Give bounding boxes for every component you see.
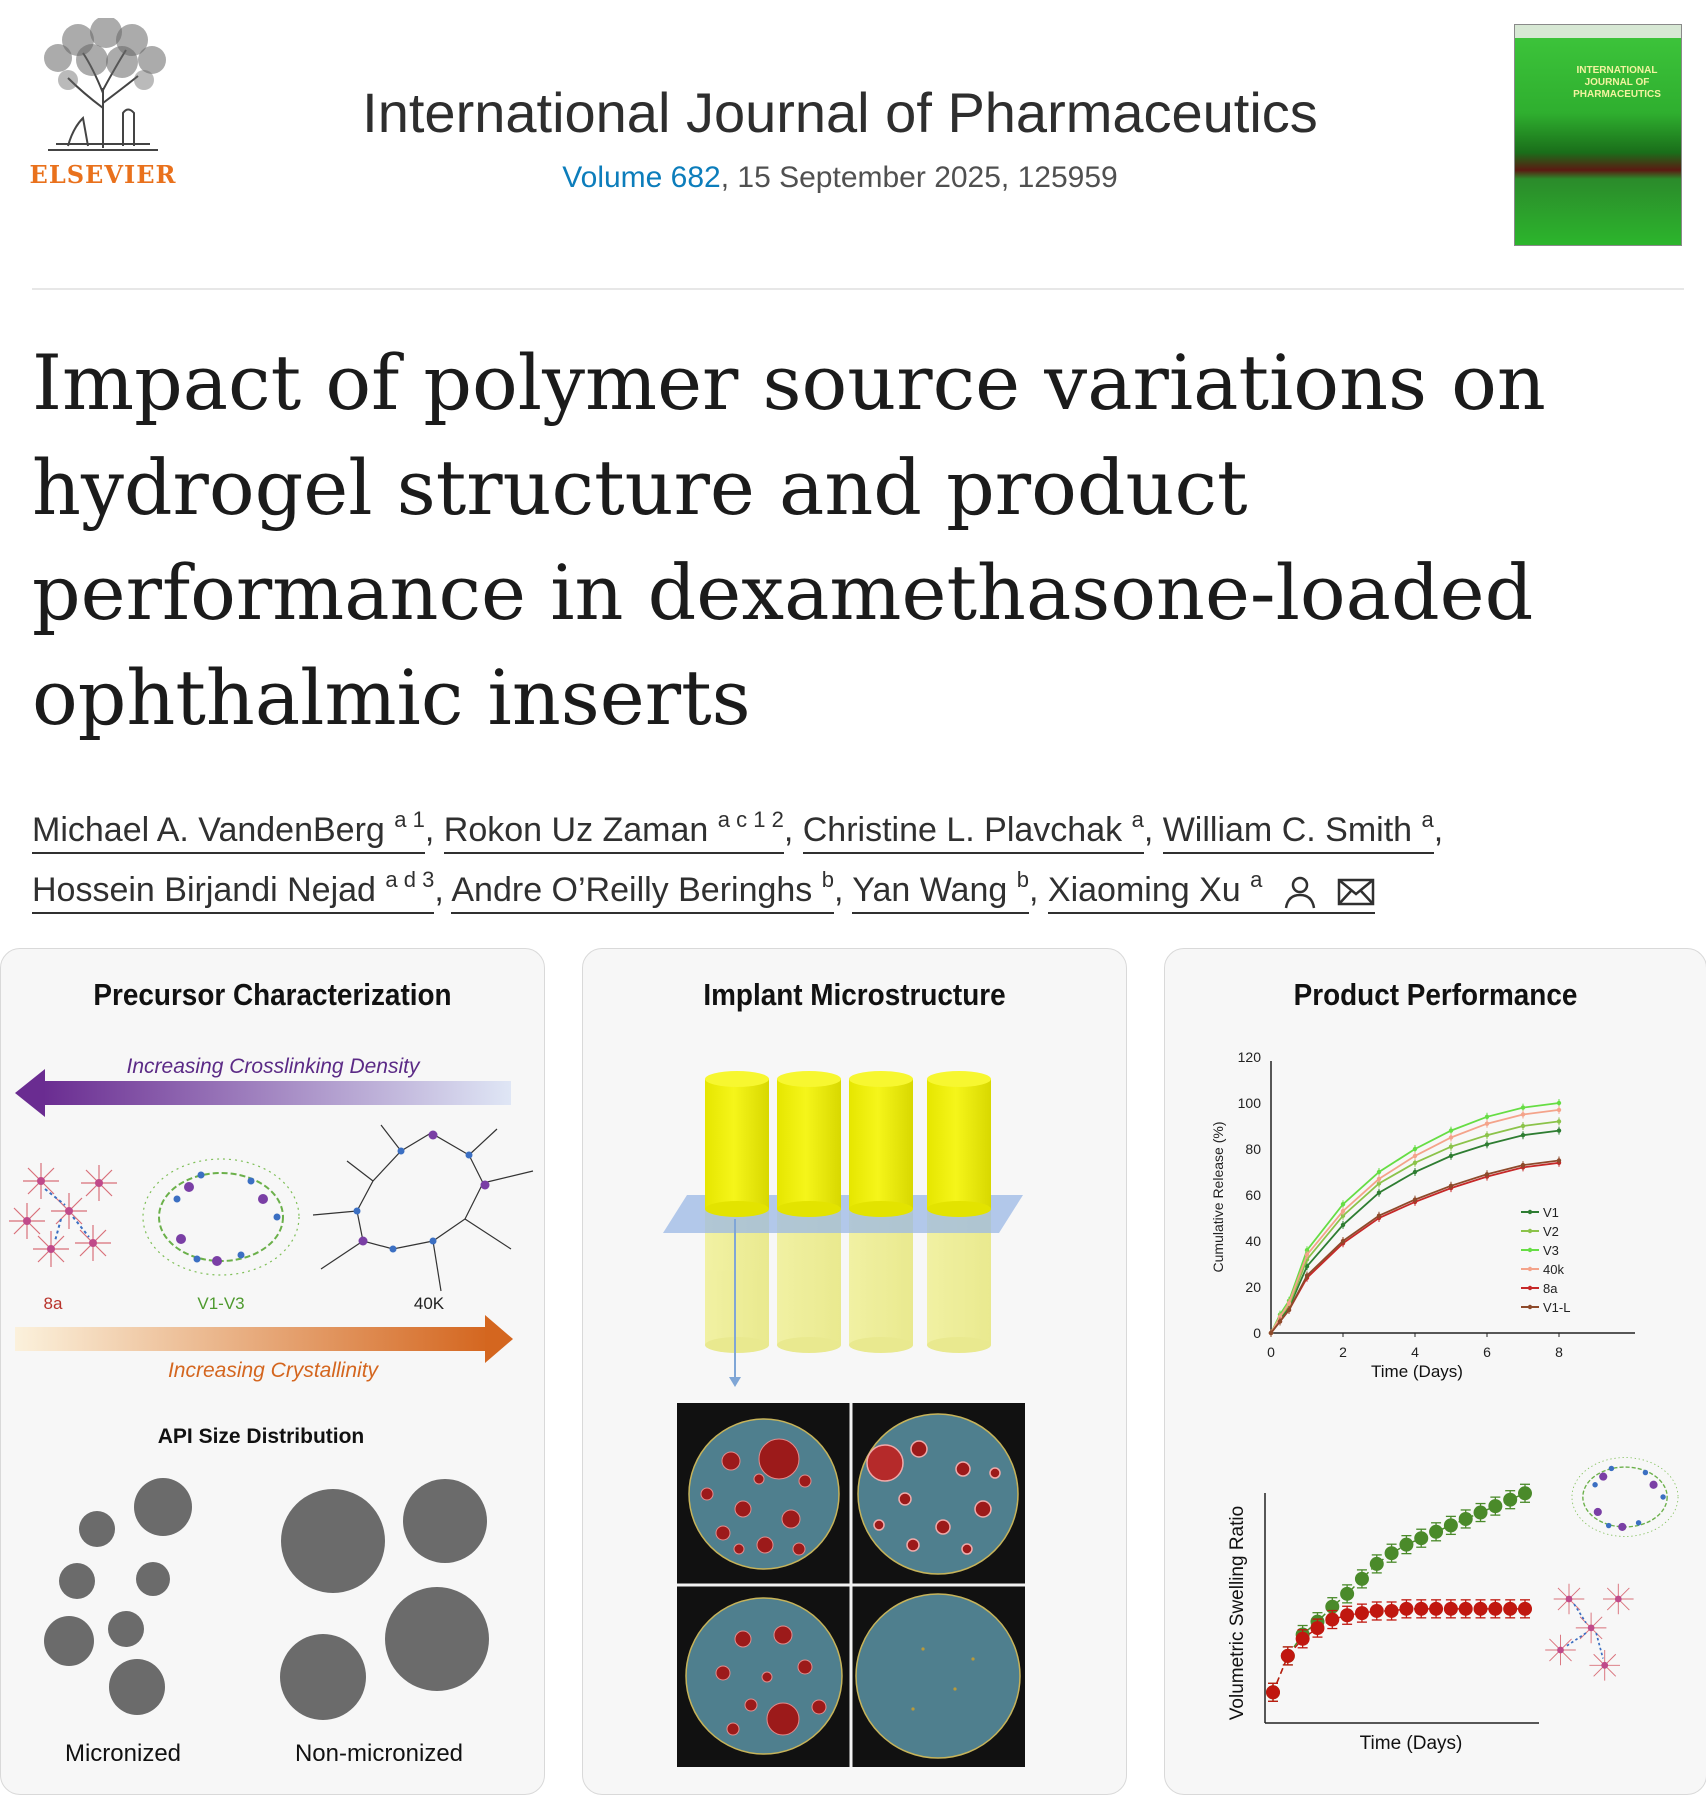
author-list: Michael A. VandenBerg $^{a 1}$, Rokon Uz Zaman $^{a c 1 2}$, Christine L. Plavchak $^a$, William C. Smith $^a$, Hossein Birjandi Nejad $^{a d 3}$, Andre O’Reilly Beringhs $^b$, Yan Wang $^b$, Xiaoming Xu $^a$ <box>32 800 1692 920</box>
implant-microstructure-panel <box>582 948 1127 1795</box>
structure-label-v1-v3: V1-V3 <box>197 1294 245 1313</box>
release-data-point <box>1449 1184 1453 1188</box>
author-link[interactable] <box>32 807 425 854</box>
swelling-data-point <box>1444 1602 1458 1616</box>
release-data-point <box>1341 1202 1345 1206</box>
release-y-tick-label: 100 <box>1237 1095 1261 1111</box>
author-name: Michael A. VandenBerg <box>32 811 385 849</box>
swelling-data-point <box>1340 1587 1354 1601</box>
release-x-tick-label: 0 <box>1267 1344 1275 1360</box>
release-data-point <box>1278 1319 1282 1323</box>
structure-label-8a: 8a <box>43 1294 63 1313</box>
author-affiliation: a <box>1250 867 1263 892</box>
author-name: Yan Wang <box>852 871 1008 909</box>
release-data-point <box>1557 1128 1561 1132</box>
author-affiliation: a <box>1131 807 1144 832</box>
envelope-icon <box>1337 877 1375 907</box>
release-y-tick-label: 40 <box>1245 1233 1261 1249</box>
release-data-point <box>1413 1170 1417 1174</box>
release-data-point <box>1287 1301 1291 1305</box>
author-affiliation: a 1 <box>394 807 425 832</box>
issue-details: , 15 September 2025, 125959 <box>720 161 1118 194</box>
author-link[interactable] <box>451 867 835 914</box>
8a-structure-small-icon <box>1545 1584 1633 1681</box>
legend-label: 40k <box>1543 1262 1564 1277</box>
micro-ct-section-4 <box>856 1594 1020 1758</box>
swelling-data-point <box>1459 1512 1473 1526</box>
publisher-wordmark: ELSEVIER <box>29 160 177 189</box>
release-data-point <box>1287 1308 1291 1312</box>
elsevier-logo[interactable] <box>28 18 178 188</box>
release-data-point <box>1341 1223 1345 1227</box>
swelling-data-point <box>1459 1602 1473 1616</box>
swelling-data-point <box>1518 1602 1532 1616</box>
swelling-data-point <box>1310 1621 1324 1635</box>
non-micronized-label: Non-micronized <box>294 1740 464 1767</box>
micronized-particles <box>44 1478 192 1715</box>
release-chart <box>1210 1049 1635 1381</box>
author-name: Andre O’Reilly Beringhs <box>451 871 813 909</box>
release-data-point <box>1557 1158 1561 1162</box>
micro-ct-section-3 <box>686 1598 842 1754</box>
release-data-point <box>1557 1108 1561 1112</box>
author-affiliation: a d 3 <box>385 867 435 892</box>
swelling-data-point <box>1503 1493 1517 1507</box>
crystallinity-label: Increasing Crystallinity <box>167 1359 379 1382</box>
v1-v3-structure-icon <box>143 1159 299 1275</box>
release-data-point <box>1341 1239 1345 1243</box>
swelling-data-point <box>1474 1602 1488 1616</box>
release-data-point <box>1269 1331 1273 1335</box>
swelling-data-point <box>1414 1531 1428 1545</box>
swelling-chart <box>1227 1484 1539 1754</box>
author-affiliation: b <box>1016 867 1029 892</box>
swelling-data-point <box>1385 1604 1399 1618</box>
author-link[interactable] <box>443 807 784 854</box>
swelling-data-point <box>1266 1685 1280 1699</box>
release-x-tick-label: 2 <box>1339 1344 1347 1360</box>
release-data-point <box>1449 1128 1453 1132</box>
journal-issue-info <box>300 161 1380 195</box>
non-micronized-particles <box>280 1479 489 1720</box>
release-data-point <box>1377 1170 1381 1174</box>
release-data-point <box>1341 1209 1345 1213</box>
author-link[interactable] <box>32 867 435 914</box>
api-size-heading: API Size Distribution <box>157 1425 365 1448</box>
legend-label: V1 <box>1543 1205 1559 1220</box>
swelling-data-point <box>1429 1602 1443 1616</box>
author-name: William C. Smith <box>1162 811 1413 849</box>
swelling-series-line-0 <box>1273 1493 1525 1692</box>
legend-marker <box>1528 1267 1532 1271</box>
release-y-tick-label: 80 <box>1245 1141 1261 1157</box>
legend-marker <box>1528 1210 1532 1214</box>
product-performance-panel <box>1164 948 1706 1795</box>
author-affiliation: a c 1 2 <box>717 807 784 832</box>
swelling-x-axis-label: Time (Days) <box>1359 1733 1463 1754</box>
release-data-point <box>1557 1101 1561 1105</box>
panel-title: Precursor Characterization <box>93 977 452 1012</box>
legend-label: V3 <box>1543 1243 1559 1258</box>
release-y-tick-label: 60 <box>1245 1187 1261 1203</box>
swelling-data-point <box>1370 1604 1384 1618</box>
elsevier-tree-icon <box>28 18 178 158</box>
micronized-label: Micronized <box>64 1740 182 1767</box>
release-data-point <box>1521 1105 1525 1109</box>
release-data-point <box>1449 1135 1453 1139</box>
cover-title: INTERNATIONAL JOURNAL OF PHARMACEUTICS <box>1573 65 1661 100</box>
swelling-data-point <box>1340 1608 1354 1622</box>
release-y-tick-label: 0 <box>1253 1325 1261 1341</box>
swelling-data-point <box>1399 1602 1413 1616</box>
swelling-data-point <box>1414 1602 1428 1616</box>
volume-link[interactable]: Volume 682 <box>562 161 721 194</box>
corresponding-author-link[interactable] <box>1047 867 1375 914</box>
swelling-data-point <box>1281 1649 1295 1663</box>
release-data-point <box>1377 1191 1381 1195</box>
release-data-point <box>1485 1133 1489 1137</box>
author-name: Christine L. Plavchak <box>802 811 1123 849</box>
release-y-tick-label: 120 <box>1237 1049 1261 1065</box>
legend-marker <box>1528 1229 1532 1233</box>
release-data-point <box>1521 1133 1525 1137</box>
swelling-data-point <box>1488 1499 1502 1513</box>
author-affiliation: a <box>1421 807 1434 832</box>
structure-label-40k: 40K <box>413 1294 445 1313</box>
legend-label: V1-L <box>1543 1300 1571 1315</box>
swelling-data-point <box>1370 1557 1384 1571</box>
release-data-point <box>1413 1154 1417 1158</box>
author-name: Hossein Birjandi Nejad <box>32 871 376 909</box>
release-data-point <box>1413 1197 1417 1201</box>
release-y-tick-label: 20 <box>1245 1279 1261 1295</box>
journal-cover-image[interactable] <box>1514 24 1682 246</box>
v1-v3-structure-small-icon <box>1572 1458 1678 1537</box>
precursor-characterization-panel <box>0 948 545 1795</box>
legend-marker <box>1528 1286 1532 1290</box>
release-data-point <box>1305 1253 1309 1257</box>
panel-title: Implant Microstructure <box>703 977 1006 1012</box>
swelling-data-point <box>1444 1518 1458 1532</box>
release-series-line-8a <box>1271 1163 1559 1333</box>
release-x-tick-label: 4 <box>1411 1344 1419 1360</box>
header-divider <box>32 288 1684 290</box>
author-link[interactable] <box>852 867 1029 914</box>
swelling-data-point <box>1325 1613 1339 1627</box>
person-icon <box>1282 874 1318 910</box>
release-x-tick-label: 8 <box>1555 1344 1563 1360</box>
release-series-line-40k <box>1271 1110 1559 1333</box>
release-data-point <box>1521 1124 1525 1128</box>
release-data-point <box>1305 1273 1309 1277</box>
release-data-point <box>1449 1154 1453 1158</box>
release-data-point <box>1449 1145 1453 1149</box>
release-data-point <box>1413 1161 1417 1165</box>
legend-label: 8a <box>1543 1281 1558 1296</box>
release-data-point <box>1485 1172 1489 1176</box>
legend-marker <box>1528 1248 1532 1252</box>
swelling-data-point <box>1474 1506 1488 1520</box>
crystallinity-arrow <box>15 1315 513 1363</box>
author-link[interactable] <box>802 807 1144 854</box>
panel-title: Product Performance <box>1293 977 1578 1012</box>
release-data-point <box>1521 1163 1525 1167</box>
swelling-data-point <box>1488 1602 1502 1616</box>
release-data-point <box>1377 1177 1381 1181</box>
swelling-data-point <box>1429 1525 1443 1539</box>
release-data-point <box>1485 1142 1489 1146</box>
author-name: Xiaoming Xu <box>1047 871 1241 909</box>
release-x-tick-label: 6 <box>1483 1344 1491 1360</box>
legend-marker <box>1528 1305 1532 1309</box>
release-data-point <box>1413 1147 1417 1151</box>
swelling-data-point <box>1518 1486 1532 1500</box>
release-data-point <box>1557 1119 1561 1123</box>
8a-structure-icon <box>9 1163 117 1267</box>
release-data-point <box>1485 1122 1489 1126</box>
release-data-point <box>1485 1115 1489 1119</box>
release-data-point <box>1377 1214 1381 1218</box>
author-name: Rokon Uz Zaman <box>443 811 709 849</box>
release-x-axis-label: Time (Days) <box>1371 1362 1463 1381</box>
micro-ct-image-grid <box>677 1403 1025 1767</box>
swelling-data-point <box>1385 1546 1399 1560</box>
swelling-data-point <box>1355 1606 1369 1620</box>
40k-structure-icon <box>313 1125 533 1291</box>
swelling-data-point <box>1399 1538 1413 1552</box>
article-title: Impact of polymer source variations on hydrogel structure and product performance in dexamethasone-loaded ophthalmic inserts <box>32 338 1546 742</box>
journal-title[interactable]: International Journal of Pharmaceutics <box>362 81 1318 144</box>
crosslinking-label: Increasing Crosslinking Density <box>126 1055 420 1078</box>
swelling-y-axis-label: Volumetric Swelling Ratio <box>1227 1505 1248 1721</box>
micro-ct-section-1 <box>689 1419 839 1569</box>
release-y-axis-label: Cumulative Release (%) <box>1210 1121 1226 1273</box>
release-data-point <box>1521 1112 1525 1116</box>
author-affiliation: b <box>821 867 835 892</box>
swelling-data-point <box>1296 1632 1310 1646</box>
swelling-data-point <box>1503 1602 1517 1616</box>
swelling-data-point <box>1355 1572 1369 1586</box>
author-link[interactable] <box>1162 807 1434 854</box>
legend-label: V2 <box>1543 1224 1559 1239</box>
micro-ct-section-2 <box>858 1414 1018 1574</box>
